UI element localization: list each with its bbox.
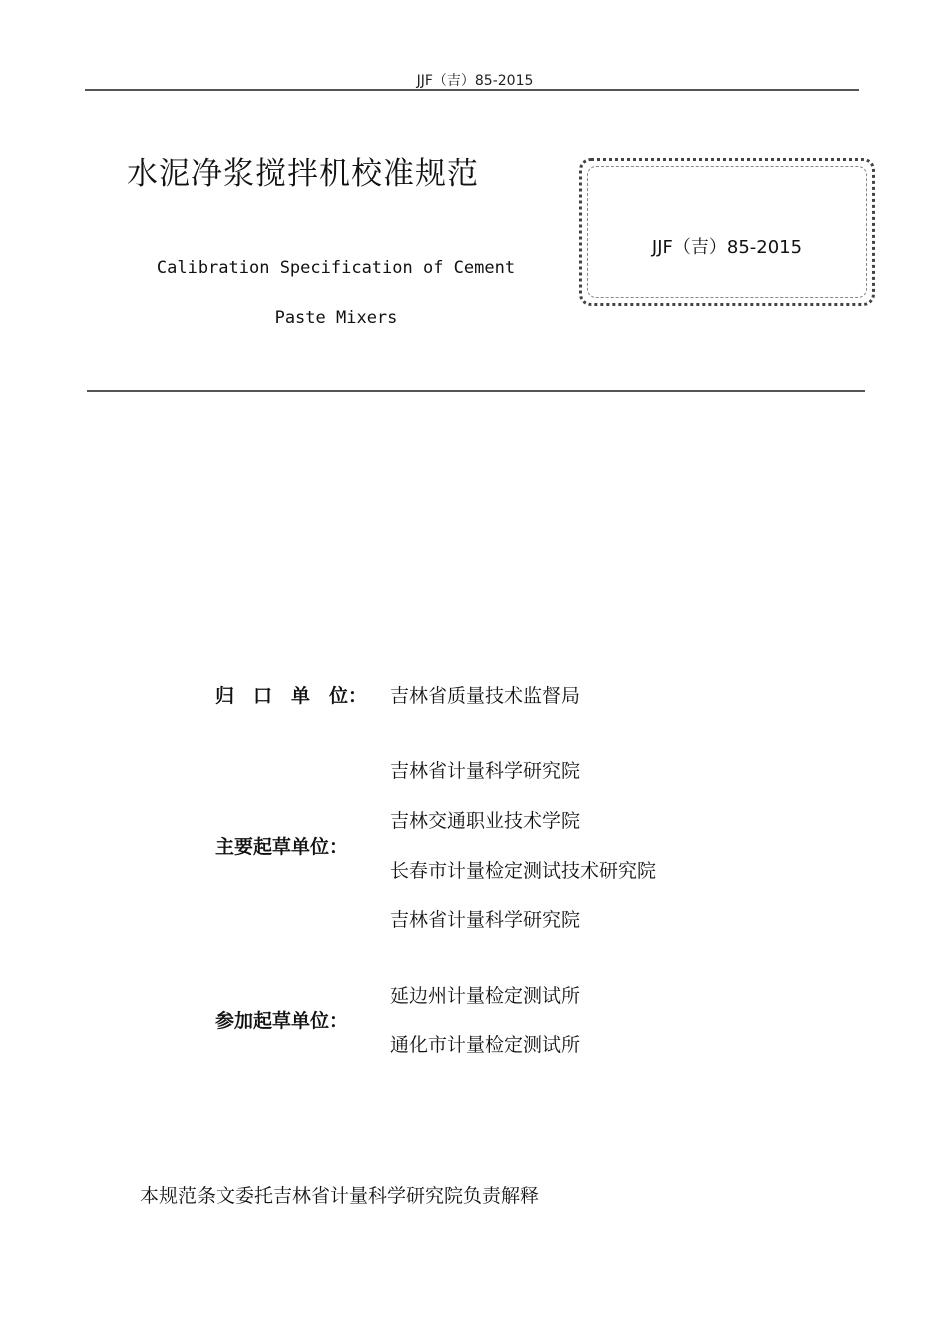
main-drafting-units-label: 主要起草单位： bbox=[215, 836, 349, 858]
participating-unit: 延边州计量检定测试所 bbox=[390, 985, 581, 1007]
title-english-line2: Paste Mixers bbox=[274, 308, 398, 328]
title-chinese: 水泥净浆搅拌机校准规范 bbox=[127, 156, 479, 192]
main-drafting-unit: 吉林交通职业技术学院 bbox=[390, 810, 581, 832]
responsible-unit-label: 归 口 单 位： bbox=[215, 685, 368, 707]
title-english-line1: Calibration Specification of Cement bbox=[156, 258, 516, 278]
interpretation-note: 本规范条文委托吉林省计量科学研究院负责解释 bbox=[140, 1185, 540, 1207]
main-drafting-unit: 吉林省计量科学研究院 bbox=[390, 909, 581, 931]
participating-units-label: 参加起草单位： bbox=[215, 1010, 349, 1032]
header-code: JJF（吉）85-2015 bbox=[416, 73, 534, 89]
stamp-code: JJF（吉）85-2015 bbox=[651, 237, 803, 258]
participating-unit: 通化市计量检定测试所 bbox=[390, 1034, 581, 1056]
main-drafting-unit: 长春市计量检定测试技术研究院 bbox=[390, 860, 657, 882]
stamp-inner-border bbox=[587, 166, 867, 298]
title-rule bbox=[87, 390, 865, 392]
header-rule bbox=[85, 89, 859, 91]
responsible-unit: 吉林省质量技术监督局 bbox=[390, 685, 581, 707]
document-code-stamp bbox=[579, 158, 875, 306]
main-drafting-unit: 吉林省计量科学研究院 bbox=[390, 760, 581, 782]
